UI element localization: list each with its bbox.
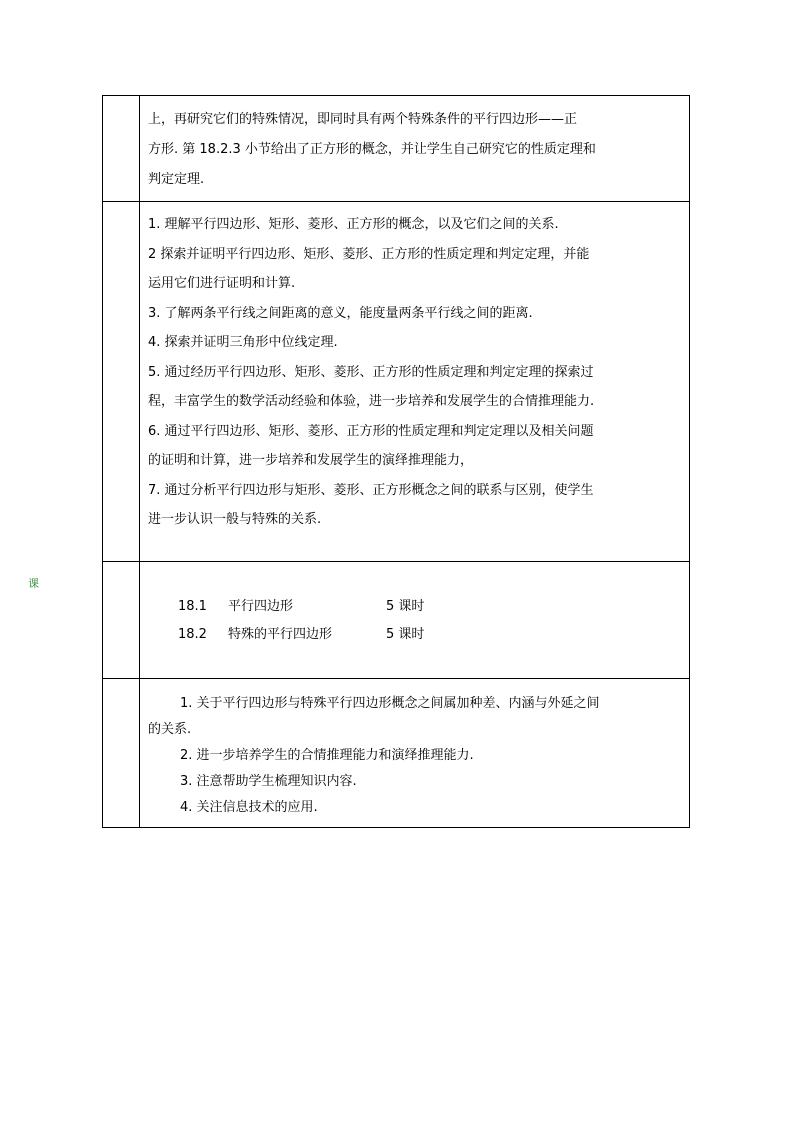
section-hours: 5 课时 [386,599,425,614]
section-title: 平行四边形 [228,599,294,614]
schedule-row [178,621,689,649]
objectives-cell [140,210,689,535]
lesson-table [102,95,690,828]
key-point-line: 4. 关注信息技术的应用. [180,800,318,815]
objective-line: 程，丰富学生的数学活动经验和体验，进一步培养和发展学生的合情推理能力. [148,394,595,409]
key-point-line: 的关系. [148,722,192,737]
key-point-line: 3. 注意帮助学生梳理知识内容. [180,774,357,789]
objective-line: 1. 理解平行四边形、矩形、菱形、正方形的概念，以及它们之间的关系. [148,217,559,232]
objective-line: 7. 通过分析平行四边形与矩形、菱形、正方形概念之间的联系与区别，使学生 [148,482,594,498]
schedule-cell [140,593,689,649]
objective-line: 5. 通过经历平行四边形、矩形、菱形、正方形的性质定理和判定定理的探索过 [148,364,594,380]
objective-line: 的证明和计算，进一步培养和发展学生的演绎推理能力， [148,453,474,468]
key-point-line: 2. 进一步培养学生的合情推理能力和演绎推理能力. [180,748,474,763]
schedule-row [178,593,689,621]
objective-line: 运用它们进行证明和计算. [148,276,296,291]
text-line: 判定定理. [148,172,205,187]
key-points-cell [140,691,689,821]
row-divider [103,678,689,679]
content-description-cell [140,105,689,195]
objective-line: 2 探索并证明平行四边形、矩形、菱形、正方形的性质定理和判定定理，并能 [148,246,590,262]
text-line: 方形. 第 18.2.3 小节给出了正方形的概念，并让学生自己研究它的性质定理和 [148,142,596,157]
section-number: 18.1 [178,599,207,614]
side-label: 课 [28,577,39,590]
row-divider [103,561,689,562]
objective-line: 3. 了解两条平行线之间距离的意义，能度量两条平行线之间的距离. [148,305,533,321]
section-number: 18.2 [178,627,207,642]
objective-line: 4. 探索并证明三角形中位线定理. [148,335,338,350]
row-divider [103,201,689,202]
objective-line: 6. 通过平行四边形、矩形、菱形、正方形的性质定理和判定定理以及相关问题 [148,423,594,439]
objective-line: 进一步认识一般与特殊的关系. [148,512,322,527]
section-hours: 5 课时 [386,627,425,642]
key-point-line: 1. 关于平行四边形与特殊平行四边形概念之间属加种差、内涵与外延之间 [180,696,600,711]
section-title: 特殊的平行四边形 [228,627,333,642]
text-line: 上，再研究它们的特殊情况，即同时具有两个特殊条件的平行四边形——正 [148,112,578,127]
